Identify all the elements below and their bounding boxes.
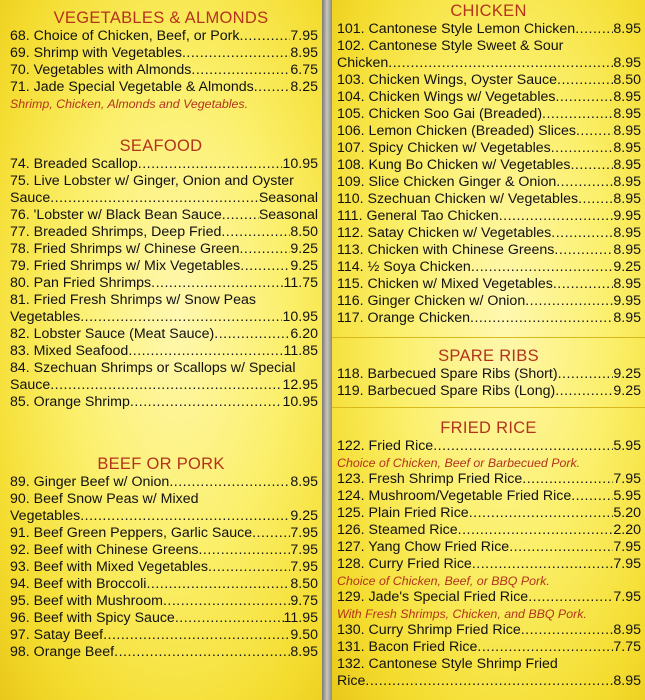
section-note: Shrimp, Chicken, Almonds and Vegetables. (10, 97, 249, 111)
item-price: 9.50 (290, 627, 318, 643)
item-price: Seasonal (258, 207, 318, 223)
item-price: 8.95 (613, 123, 641, 139)
menu-item (0, 644, 322, 661)
dot-leader (571, 488, 613, 505)
item-price: 7.95 (613, 539, 641, 555)
item-label: 96. Beef with Spicy Sauce (10, 610, 175, 626)
item-price: 8.50 (290, 576, 318, 592)
item-price: 7.95 (290, 542, 318, 558)
item-label: 78. Fried Shrimps w/ Chinese Green (10, 241, 240, 257)
menu-item (332, 259, 645, 276)
dot-leader (191, 62, 290, 79)
item-price: 9.75 (290, 593, 318, 609)
section-title: SEAFOOD (119, 137, 203, 155)
item-price: 8.95 (613, 242, 641, 258)
item-label: 93. Beef with Mixed Vegetables (10, 559, 208, 575)
dot-leader (525, 293, 613, 310)
item-label-continued: Vegetables (10, 309, 81, 325)
item-label: 95. Beef with Mushroom (10, 593, 163, 609)
item-label: 107. Spicy Chicken w/ Vegetables (337, 140, 551, 156)
item-label: 128. Curry Fried Rice (337, 556, 472, 572)
menu-item (332, 366, 645, 383)
right-menu-panel (332, 0, 645, 700)
menu-item (0, 627, 322, 644)
dot-leader (555, 383, 613, 400)
dot-leader (477, 639, 613, 656)
item-price: 8.95 (290, 45, 318, 61)
item-label: 74. Breaded Scallop (10, 156, 138, 172)
item-price: 8.95 (613, 157, 641, 173)
menu-item (332, 123, 645, 140)
dot-leader (570, 157, 613, 174)
dot-leader (239, 241, 290, 258)
menu-item (332, 505, 645, 522)
menu-item (0, 45, 322, 62)
menu-item (332, 639, 645, 656)
item-price: 5.95 (613, 438, 641, 454)
dot-leader (471, 259, 614, 276)
item-price: Seasonal (258, 190, 318, 206)
dot-leader (553, 276, 614, 293)
menu-item (332, 471, 645, 488)
item-price: 5.95 (613, 488, 641, 504)
section-beef-or-pork (0, 454, 322, 661)
menu-item (332, 157, 645, 174)
item-price: 8.95 (613, 622, 641, 638)
dot-leader (528, 589, 613, 606)
menu-item (332, 89, 645, 106)
dot-leader (470, 310, 613, 327)
item-price: 8.95 (613, 106, 641, 122)
dot-leader (522, 471, 613, 488)
item-label: 70. Vegetables with Almonds (10, 62, 192, 78)
item-label: 116. Ginger Chicken w/ Onion (337, 293, 526, 309)
item-note: Choice of Chicken, Beef, or BBQ Pork. (337, 574, 550, 588)
item-label: 76. 'Lobster w/ Black Bean Sauce (10, 207, 222, 223)
item-label: 77. Breaded Shrimps, Deep Fried (10, 224, 222, 240)
item-label: 83. Mixed Seafood (10, 343, 129, 359)
item-price: 8.95 (290, 474, 318, 490)
dot-leader (198, 542, 290, 559)
menu-item (0, 258, 322, 275)
menu-item (332, 589, 645, 606)
menu-item (332, 276, 645, 293)
item-price: 7.95 (613, 556, 641, 572)
item-label: 122. Fried Rice (337, 438, 434, 454)
item-label: 103. Chicken Wings, Oyster Sauce (337, 72, 558, 88)
dot-leader (472, 556, 614, 573)
section-divider (332, 337, 645, 338)
item-price: 8.95 (613, 174, 641, 190)
menu-item (0, 173, 322, 207)
item-price: 10.95 (282, 156, 318, 172)
dot-leader (50, 190, 259, 207)
menu-item (0, 593, 322, 610)
item-price: 8.95 (613, 225, 641, 241)
dot-leader (556, 174, 613, 191)
dot-leader (554, 242, 613, 259)
item-label-continued: Vegetables (10, 508, 81, 524)
menu-item (332, 174, 645, 191)
item-price: 11.75 (283, 275, 318, 291)
dot-leader (558, 366, 614, 383)
dot-leader (169, 474, 290, 491)
dot-leader (50, 377, 282, 394)
item-label: 85. Orange Shrimp (10, 394, 130, 410)
section-title: FRIED RICE (440, 419, 537, 437)
item-label: 68. Choice of Chicken, Beef, or Pork (10, 28, 240, 44)
item-label-continued: Rice (337, 673, 366, 689)
dot-leader (146, 576, 290, 593)
menu-item (332, 383, 645, 400)
item-price: 7.75 (613, 639, 641, 655)
item-price: 9.25 (613, 366, 641, 382)
item-label: 94. Beef with Broccoli (10, 576, 147, 592)
dot-leader (182, 45, 290, 62)
section-title: BEEF OR PORK (97, 455, 225, 473)
dot-leader (578, 191, 613, 208)
dot-leader (130, 394, 283, 411)
item-label: 89. Ginger Beef w/ Onion (10, 474, 170, 490)
menu-item (332, 208, 645, 225)
item-label: 91. Beef Green Peppers, Garlic Sauce (10, 525, 253, 541)
item-price: 10.95 (282, 309, 318, 325)
dot-leader (433, 438, 613, 455)
dot-leader (138, 156, 283, 173)
item-price: 8.50 (613, 72, 641, 88)
dot-leader (365, 673, 613, 690)
menu-item (0, 559, 322, 576)
dot-leader (555, 89, 613, 106)
menu-item (332, 242, 645, 259)
dot-leader (575, 21, 613, 38)
item-label: 80. Pan Fried Shrimps (10, 275, 152, 291)
item-price: 8.95 (613, 21, 641, 37)
item-label: 69. Shrimp with Vegetables (10, 45, 182, 61)
item-label: 131. Bacon Fried Rice (337, 639, 478, 655)
menu-item (0, 474, 322, 491)
menu-item (0, 610, 322, 627)
item-label: 132. Cantonese Style Shrimp Fried (337, 656, 558, 672)
dot-leader (222, 207, 259, 224)
dot-leader (551, 225, 613, 242)
menu-item (0, 79, 322, 96)
menu-item (0, 576, 322, 593)
item-price: 9.25 (613, 383, 641, 399)
menu-item (0, 156, 322, 173)
menu-item (332, 438, 645, 455)
menu-item (0, 491, 322, 525)
dot-leader (542, 106, 613, 123)
menu-item (0, 292, 322, 326)
menu-item (332, 622, 645, 639)
menu-item (0, 62, 322, 79)
item-price: 9.95 (613, 208, 641, 224)
item-price: 7.95 (290, 525, 318, 541)
section-chicken (332, 1, 645, 327)
menu-item (332, 556, 645, 573)
item-price: 8.50 (290, 224, 318, 240)
item-price: 9.25 (290, 508, 318, 524)
menu-item (0, 525, 322, 542)
item-note: With Fresh Shrimps, Chicken, and BBQ Pork. (337, 607, 587, 621)
menu-item (332, 72, 645, 89)
item-price: 7.95 (613, 589, 641, 605)
item-price: 2.20 (613, 522, 641, 538)
dot-leader (80, 508, 290, 525)
item-price: 8.95 (613, 276, 641, 292)
dot-leader (208, 559, 290, 576)
section-divider (332, 407, 645, 408)
dot-leader (239, 28, 290, 45)
menu-item (0, 360, 322, 394)
menu-item (0, 542, 322, 559)
dot-leader (499, 208, 614, 225)
menu-item (332, 656, 645, 690)
item-note: Choice of Chicken, Beef or Barbecued Pork. (337, 456, 581, 470)
item-label: 111. General Tao Chicken (337, 208, 499, 224)
item-label: 125. Plain Fried Rice (337, 505, 469, 521)
item-label: 102. Cantonese Style Sweet & Sour (337, 38, 564, 54)
menu-item (0, 275, 322, 292)
item-label: 113. Chicken with Chinese Greens (337, 242, 555, 258)
dot-leader (214, 326, 290, 343)
left-menu-panel (0, 0, 322, 700)
item-label: 129. Jade's Special Fried Rice (337, 589, 529, 605)
section-vegetables-almonds (0, 8, 322, 112)
item-label: 79. Fried Shrimps w/ Mix Vegetables (10, 258, 241, 274)
dot-leader (458, 522, 614, 539)
menu-item (332, 310, 645, 327)
item-label: 110. Szechuan Chicken w/ Vegetables (337, 191, 579, 207)
item-label: 114. ½ Soya Chicken (337, 259, 471, 275)
dot-leader (557, 72, 613, 89)
page-fold (322, 0, 332, 700)
item-price: 11.95 (283, 610, 318, 626)
item-label: 90. Beef Snow Peas w/ Mixed (10, 491, 199, 507)
item-price: 8.95 (613, 310, 641, 326)
item-label: 75. Live Lobster w/ Ginger, Onion and Oyster (10, 173, 294, 189)
dot-leader (163, 593, 290, 610)
dot-leader (151, 275, 283, 292)
item-label: 105. Chicken Soo Gai (Breaded) (337, 106, 543, 122)
dot-leader (175, 610, 284, 627)
menu-item (332, 522, 645, 539)
item-label: 117. Orange Chicken (337, 310, 471, 326)
menu-item (332, 21, 645, 38)
item-price: 9.95 (613, 293, 641, 309)
dot-leader (103, 627, 290, 644)
item-price: 9.25 (290, 258, 318, 274)
item-label: 112. Satay Chicken w/ Vegetables (337, 225, 552, 241)
dot-leader (388, 55, 613, 72)
dot-leader (114, 644, 290, 661)
item-price: 9.25 (613, 259, 641, 275)
item-label: 106. Lemon Chicken (Breaded) Slices (337, 123, 576, 139)
item-label: 82. Lobster Sauce (Meat Sauce) (10, 326, 215, 342)
menu-item (0, 394, 322, 411)
menu-item (0, 224, 322, 241)
dot-leader (509, 539, 613, 556)
menu-item (0, 241, 322, 258)
item-label-continued: Sauce (10, 377, 51, 393)
item-price: 5.20 (613, 505, 641, 521)
menu-item (332, 140, 645, 157)
item-price: 8.95 (613, 191, 641, 207)
item-label: 126. Steamed Rice (337, 522, 458, 538)
menu-item (0, 207, 322, 224)
menu-item (332, 225, 645, 242)
dot-leader (252, 525, 290, 542)
item-label: 123. Fresh Shrimp Fried Rice (337, 471, 523, 487)
item-label: 81. Fried Fresh Shrimps w/ Snow Peas (10, 292, 257, 308)
item-label: 124. Mushroom/Vegetable Fried Rice (337, 488, 572, 504)
item-label: 108. Kung Bo Chicken w/ Vegetables (337, 157, 571, 173)
item-price: 7.95 (613, 471, 641, 487)
menu-item (0, 343, 322, 360)
item-price: 7.95 (290, 559, 318, 575)
item-price: 7.95 (290, 28, 318, 44)
item-label: 97. Satay Beef (10, 627, 104, 643)
menu-item (0, 28, 322, 45)
dot-leader (254, 79, 291, 96)
item-price: 8.25 (290, 79, 318, 95)
dot-leader (221, 224, 290, 241)
item-price: 8.95 (613, 55, 641, 71)
item-label: 115. Chicken w/ Mixed Vegetables (337, 276, 553, 292)
dot-leader (576, 123, 613, 140)
section-title: SPARE RIBS (438, 347, 539, 365)
item-label: 130. Curry Shrimp Fried Rice (337, 622, 521, 638)
item-price: 6.75 (290, 62, 318, 78)
item-label: 109. Slice Chicken Ginger & Onion (337, 174, 557, 190)
item-price: 11.85 (283, 343, 318, 359)
menu-item (332, 539, 645, 556)
menu-item (332, 488, 645, 505)
dot-leader (128, 343, 283, 360)
item-label: 118. Barbecued Spare Ribs (Short) (337, 366, 558, 382)
section-fried-rice (332, 418, 645, 690)
dot-leader (551, 140, 614, 157)
section-seafood (0, 136, 322, 411)
item-label: 84. Szechuan Shrimps or Scallops w/ Special (10, 360, 296, 376)
menu-item (332, 191, 645, 208)
item-price: 8.95 (613, 89, 641, 105)
section-title: VEGETABLES & ALMONDS (53, 9, 269, 27)
menu-item (332, 293, 645, 310)
dot-leader (80, 309, 282, 326)
item-label: 127. Yang Chow Fried Rice (337, 539, 510, 555)
item-price: 6.20 (290, 326, 318, 342)
dot-leader (240, 258, 290, 275)
item-label: 71. Jade Special Vegetable & Almonds (10, 79, 254, 95)
section-spare-ribs (332, 346, 645, 400)
item-label: 119. Barbecued Spare Ribs (Long) (337, 383, 556, 399)
item-price: 9.25 (290, 241, 318, 257)
menu-item (0, 326, 322, 343)
item-price: 8.95 (613, 673, 641, 689)
item-price: 8.95 (613, 140, 641, 156)
item-price: 8.95 (290, 644, 318, 660)
item-label-continued: Sauce (10, 190, 51, 206)
item-label: 101. Cantonese Style Lemon Chicken (337, 21, 576, 37)
item-price: 10.95 (282, 394, 318, 410)
item-label: 92. Beef with Chinese Greens (10, 542, 199, 558)
section-title: CHICKEN (450, 2, 527, 20)
dot-leader (521, 622, 614, 639)
dot-leader (469, 505, 614, 522)
item-label: 98. Orange Beef (10, 644, 115, 660)
menu-item (332, 38, 645, 72)
item-price: 12.95 (282, 377, 318, 393)
item-label: 104. Chicken Wings w/ Vegetables (337, 89, 556, 105)
menu-item (332, 106, 645, 123)
item-label-continued: Chicken (337, 55, 389, 71)
